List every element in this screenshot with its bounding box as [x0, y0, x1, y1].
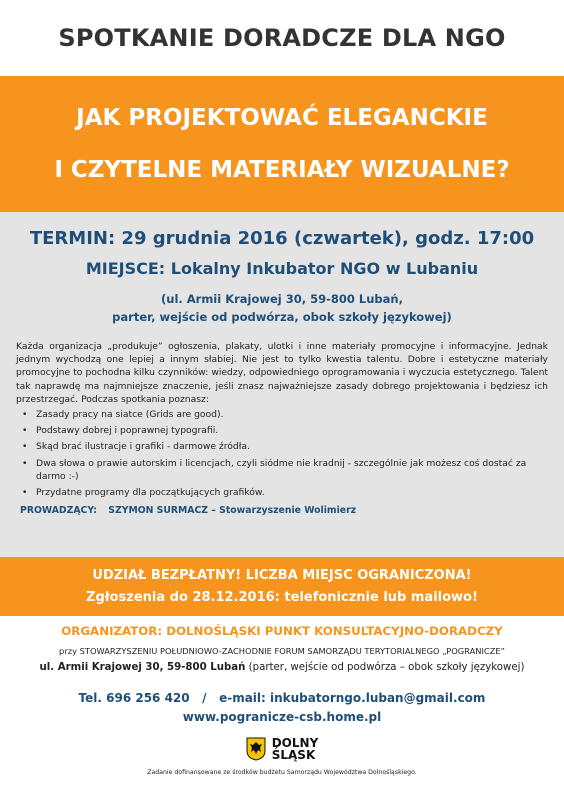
list-item: [22, 486, 548, 499]
funding-note: Zadanie dofinansowane ze środków budżetu Samorządu Województwa Dolnośląskiego.: [147, 769, 417, 776]
leader-line: [16, 505, 548, 516]
topic-text: Podstawy dobrej i poprawnej typografii.: [36, 425, 219, 437]
logo-line-1: DOLNY: [271, 736, 319, 750]
topic-text: Skąd brać ilustracje i grafiki - darmowe źródła.: [36, 441, 250, 453]
event-place: MIEJSCE: Lokalny Inkubator NGO w Lubaniu: [85, 259, 479, 278]
dolny-slask-logo: [0, 737, 564, 761]
bullet-icon: •: [22, 425, 28, 437]
list-item: [22, 408, 548, 421]
leader-name: SZYMON SURMACZ – Stowarzyszenie Wolimierz: [108, 505, 357, 517]
phone-email: Tel. 696 256 420 / e-mail: inkubatorngo.luban@gmail.com: [78, 691, 486, 705]
organizer-address-note: (parter, wejście od podwórza – obok szkoły językowej): [245, 662, 525, 673]
contact-section: [0, 689, 564, 727]
event-address: [16, 290, 548, 326]
signup-line-2: Zgłoszenia do 28.12.2016: telefonicznie lub mailowo!: [86, 589, 478, 605]
organizer-address: [0, 662, 564, 673]
organizer-title: ORGANIZATOR: DOLNOŚLĄSKI PUNKT KONSULTACYJNO-DORADCZY: [61, 624, 503, 638]
topics-list: [16, 408, 548, 499]
list-item: [22, 440, 548, 453]
poster-heading: SPOTKANIE DORADCZE DLA NGO: [58, 24, 506, 52]
bullet-icon: •: [22, 441, 28, 453]
bullet-icon: •: [22, 409, 28, 421]
signup-banner: [0, 557, 564, 616]
leader-label: PROWADZĄCY:: [20, 505, 98, 517]
bullet-icon: •: [22, 457, 28, 469]
list-item: [22, 424, 548, 437]
organizer-address-main: ul. Armii Krajowej 30, 59-800 Lubań: [39, 662, 246, 673]
topic-text: Przydatne programy dla początkujących grafików.: [36, 487, 265, 499]
hero-banner: [0, 76, 564, 212]
eagle-crest-icon: [246, 737, 266, 761]
organizer-association: przy STOWARZYSZENIU POŁUDNIOWO-ZACHODNIE FORUM SAMORZĄDU TERYTORIALNEGO „POGRANICZE”: [59, 646, 505, 656]
details-section: [0, 212, 564, 557]
signup-line-1: UDZIAŁ BEZPŁATNY! LICZBA MIEJSC OGRANICZONA!: [92, 567, 472, 583]
hero-line-1: JAK PROJEKTOWAĆ ELEGANCKIE: [76, 105, 488, 131]
event-address-line-1: (ul. Armii Krajowej 30, 59-800 Lubań,: [161, 292, 403, 306]
topic-text: Zasady pracy na siatce (Grids are good).: [36, 409, 224, 421]
hero-line-2: I CZYTELNE MATERIAŁY WIZUALNE?: [54, 157, 510, 183]
organizer-section: [0, 624, 564, 673]
topic-text: Dwa słowa o prawie autorskim i licencjach, czyli siódme nie kradnij - szczególnie jak możesz coś dostać za darmo :-): [36, 457, 527, 482]
website-link[interactable]: www.pogranicze-csb.home.pl: [182, 710, 382, 724]
logo-line-2: ŚLĄSK: [271, 748, 316, 762]
logo-text: [272, 737, 319, 761]
event-date: TERMIN: 29 grudnia 2016 (czwartek), godz. 17:00: [29, 228, 535, 249]
list-item: [22, 457, 548, 483]
event-address-line-2: parter, wejście od podwórza, obok szkoły językowej): [112, 310, 452, 324]
bullet-icon: •: [22, 487, 28, 499]
event-description: Każda organizacja „produkuje” ogłoszenia, plakaty, ulotki i inne materiały promocyjne i informacyjne. Jednak jednym wychodzą one lepiej a innym słabiej. Nie jest to tylko kwestia talentu. Dobre i estetyczne materiały promocyjne to pochodna kilku czynników: wiedzy, odpowiedniego oprogramowania i wyczucia estetycznego. Talent tak naprawdę ma najmniejsze znaczenie, jeśli znasz najważniejsze zasady dobrego projektowania i będziesz ich przestrzegać. Podczas spotkania poznasz:: [16, 341, 548, 405]
